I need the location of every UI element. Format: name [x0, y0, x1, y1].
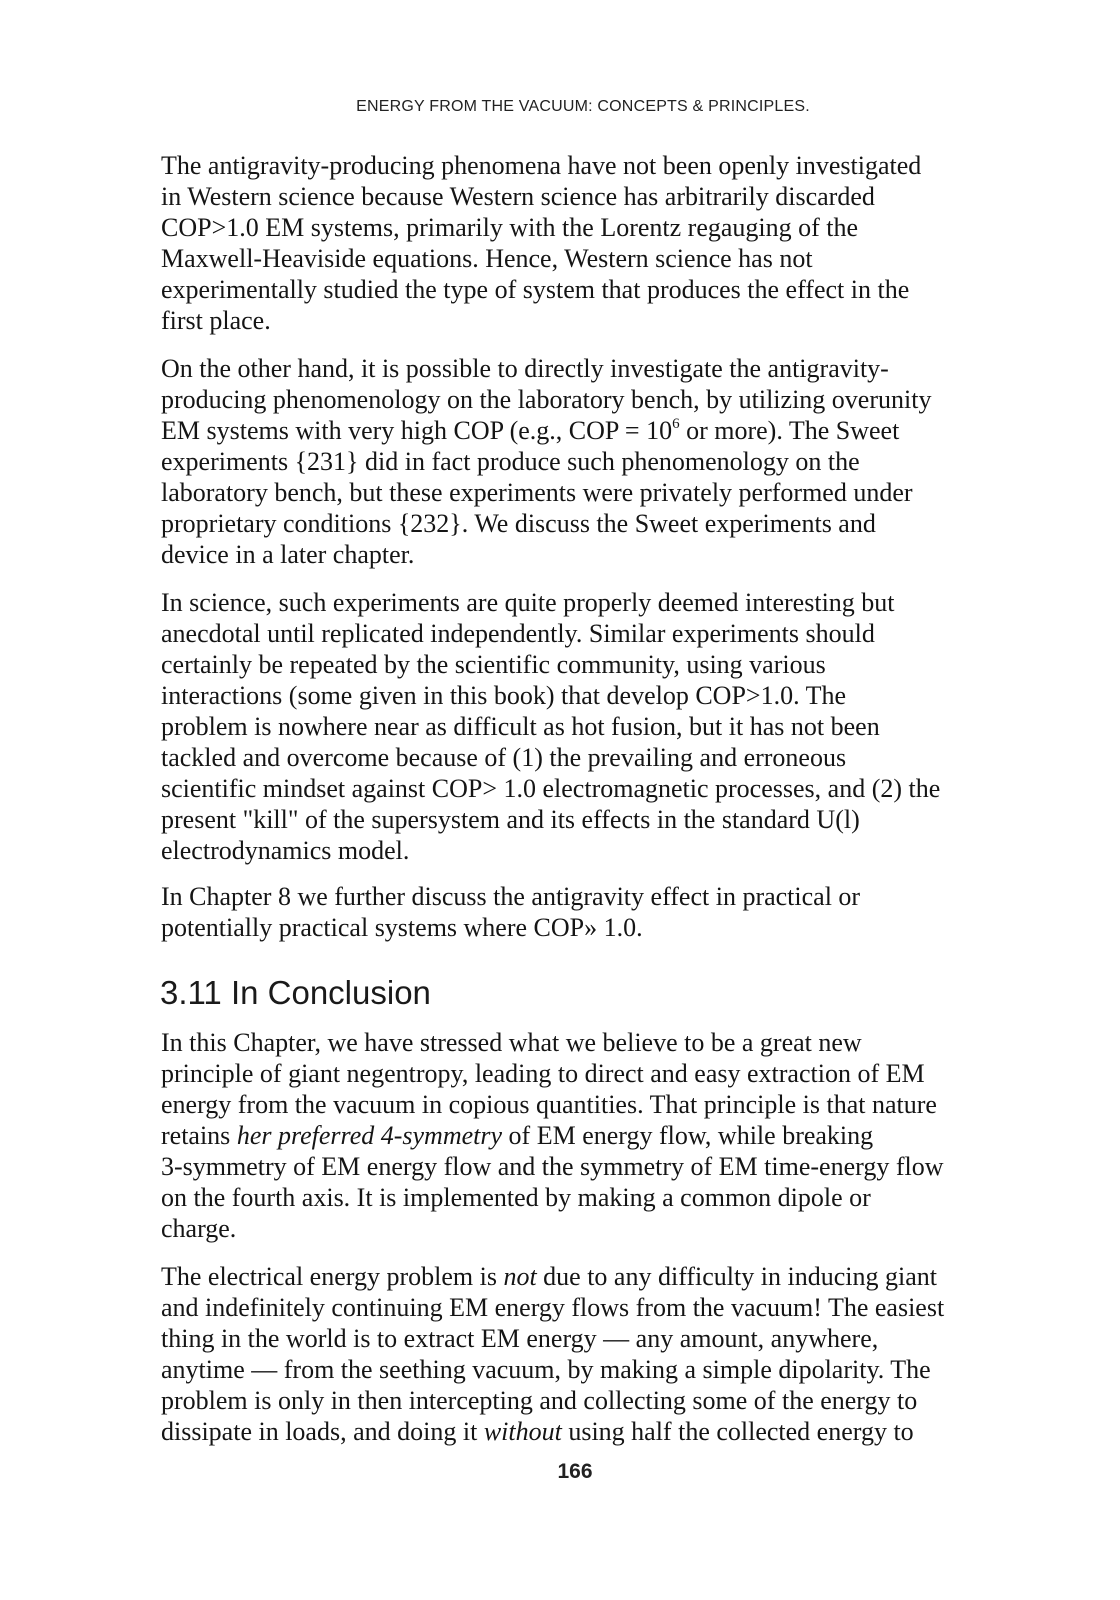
text-line	[161, 1261, 999, 1292]
paragraph-4	[161, 881, 999, 943]
text-segment: The electrical energy problem is	[161, 1262, 504, 1291]
page-number: 166	[557, 1460, 593, 1483]
text-line: certainly be repeated by the scientific community, using various	[161, 650, 826, 679]
text-line: electrodynamics model.	[161, 836, 410, 865]
text-line: device in a later chapter.	[161, 540, 415, 569]
paragraph-5	[161, 1027, 999, 1244]
running-head: ENERGY FROM THE VACUUM: CONCEPTS & PRINCIPLES.	[356, 98, 810, 115]
text-line	[161, 1416, 999, 1447]
section-heading: 3.11 In Conclusion	[160, 974, 431, 1011]
text-line: anytime — from the seething vacuum, by making a simple dipolarity. The	[161, 1355, 931, 1384]
text-line: potentially practical systems where COP» 1.0.	[161, 913, 643, 942]
text-segment: due to any difficulty in inducing giant	[536, 1262, 937, 1291]
text-line: The antigravity-producing phenomena have not been openly investigated	[161, 151, 922, 180]
text-line: present "kill" of the supersystem and its effects in the standard U(l)	[161, 805, 860, 834]
text-line: experimentally studied the type of system that produces the effect in the	[161, 275, 910, 304]
text-line: Maxwell-Heaviside equations. Hence, Western science has not	[161, 244, 813, 273]
text-line: charge.	[161, 1214, 237, 1243]
text-segment: using half the collected energy to	[561, 1417, 914, 1446]
emphasis-text: her preferred 4-symmetry	[236, 1121, 503, 1150]
text-line	[161, 1120, 999, 1151]
text-line: thing in the world is to extract EM energy — any amount, anywhere,	[161, 1324, 879, 1353]
paragraph-1	[161, 150, 999, 336]
paragraph-6	[161, 1261, 999, 1447]
text-line: proprietary conditions {232}. We discuss the Sweet experiments and	[161, 509, 876, 538]
text-segment: dissipate in loads, and doing it	[161, 1417, 484, 1446]
text-segment: EM systems with very high COP (e.g., COP = 10	[161, 416, 673, 445]
text-line: scientific mindset against COP> 1.0 electromagnetic processes, and (2) the	[161, 774, 941, 803]
text-line: experiments {231} did in fact produce such phenomenology on the	[161, 447, 860, 476]
text-line	[161, 415, 999, 446]
text-line: 3-symmetry of EM energy flow and the symmetry of EM time-energy flow	[161, 1152, 944, 1181]
text-line: in Western science because Western science has arbitrarily discarded	[161, 182, 875, 211]
paragraph-2	[161, 353, 999, 570]
text-line: tackled and overcome because of (1) the prevailing and erroneous	[161, 743, 847, 772]
text-segment: retains	[161, 1121, 237, 1150]
superscript-exponent: 6	[672, 416, 680, 432]
text-line: principle of giant negentropy, leading to direct and easy extraction of EM	[161, 1059, 925, 1088]
text-line: interactions (some given in this book) that develop COP>1.0. The	[161, 681, 847, 710]
emphasis-text: without	[483, 1417, 562, 1446]
text-line: problem is nowhere near as difficult as hot fusion, but it has not been	[161, 712, 880, 741]
text-line: In science, such experiments are quite properly deemed interesting but	[161, 588, 895, 617]
text-line: on the fourth axis. It is implemented by making a common dipole or	[161, 1183, 871, 1212]
paragraph-3	[161, 587, 999, 866]
text-line: In this Chapter, we have stressed what we believe to be a great new	[161, 1028, 862, 1057]
text-line: producing phenomenology on the laboratory bench, by utilizing overunity	[161, 385, 932, 414]
text-line: In Chapter 8 we further discuss the antigravity effect in practical or	[161, 882, 861, 911]
text-line: problem is only in then intercepting and collecting some of the energy to	[161, 1386, 918, 1415]
emphasis-text: not	[503, 1262, 537, 1291]
text-line: first place.	[161, 306, 271, 335]
text-line: anecdotal until replicated independently. Similar experiments should	[161, 619, 875, 648]
text-line: On the other hand, it is possible to directly investigate the antigravity-	[161, 354, 889, 383]
text-line: energy from the vacuum in copious quantities. That principle is that nature	[161, 1090, 937, 1119]
text-segment: of EM energy flow, while breaking	[502, 1121, 874, 1150]
text-line: and indefinitely continuing EM energy flows from the vacuum! The easiest	[161, 1293, 945, 1322]
text-line: laboratory bench, but these experiments were privately performed under	[161, 478, 913, 507]
text-segment: or more). The Sweet	[679, 416, 900, 445]
text-line: COP>1.0 EM systems, primarily with the Lorentz regauging of the	[161, 213, 859, 242]
